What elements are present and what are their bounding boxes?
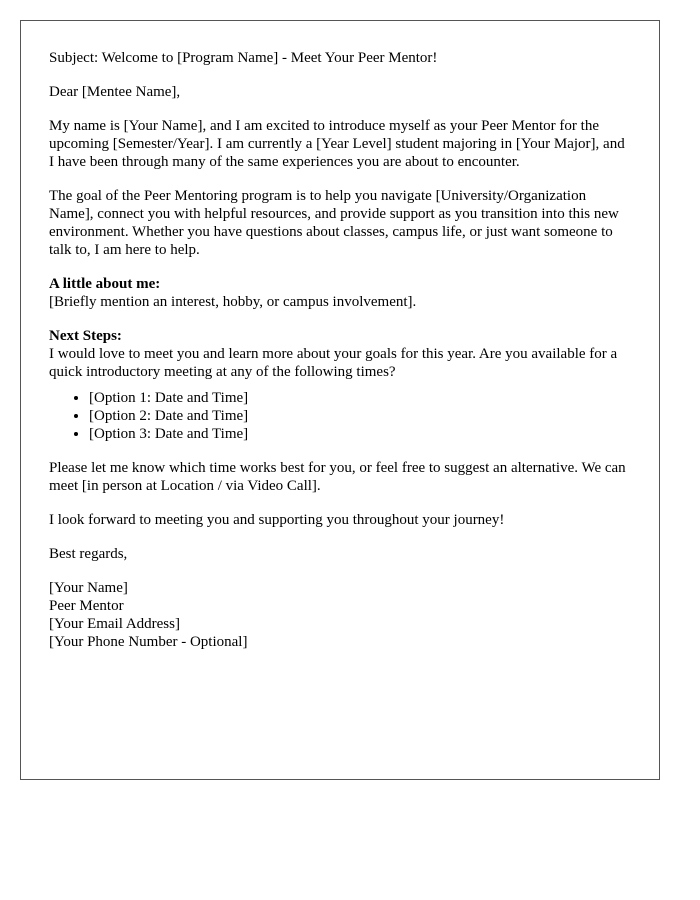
goal-paragraph: The goal of the Peer Mentoring program is to help you navigate [University/Organization Name], connect you with helpful resources, and provide support as you transition into this new environment. Whether you have questions about classes, campus life, or just want someone to talk to, I am here to help. <box>49 188 619 258</box>
next-steps-heading: Next Steps: <box>49 328 122 344</box>
closing-line: I look forward to meeting you and supporting you throughout your journey! <box>49 512 505 528</box>
signoff: Best regards, <box>49 546 128 562</box>
letter-frame <box>20 20 660 780</box>
signature-name: [Your Name] <box>49 580 128 596</box>
signature-phone: [Your Phone Number - Optional] <box>49 634 248 650</box>
next-steps-text: I would love to meet you and learn more about your goals for this year. Are you available for a quick introductory meeting at any of the following times? <box>49 346 618 380</box>
list-item: • [Option 1: Date and Time] <box>89 389 631 407</box>
signature-title: Peer Mentor <box>49 598 124 614</box>
list-item: • [Option 3: Date and Time] <box>89 425 631 443</box>
closing-request: Please let me know which time works best for you, or feel free to suggest an alternative. We can meet [in person at Location / via Video Call]. <box>49 460 626 494</box>
greeting: Dear [Mentee Name], <box>49 84 181 100</box>
subject-line: Subject: Welcome to [Program Name] - Meet Your Peer Mentor! <box>49 50 438 66</box>
about-text: [Briefly mention an interest, hobby, or campus involvement]. <box>49 294 417 310</box>
meeting-options-list <box>49 389 631 443</box>
intro-paragraph: My name is [Your Name], and I am excited to introduce myself as your Peer Mentor for the upcoming [Semester/Year]. I am currently a [Year Level] student majoring in [Your Major], and I have been through many of the same experiences you are about to encounter. <box>49 118 625 170</box>
about-heading: A little about me: <box>49 276 161 292</box>
signature-block <box>49 579 631 651</box>
next-steps-section <box>49 327 631 381</box>
signature-email: [Your Email Address] <box>49 616 180 632</box>
about-section <box>49 275 631 311</box>
list-item: • [Option 2: Date and Time] <box>89 407 631 425</box>
